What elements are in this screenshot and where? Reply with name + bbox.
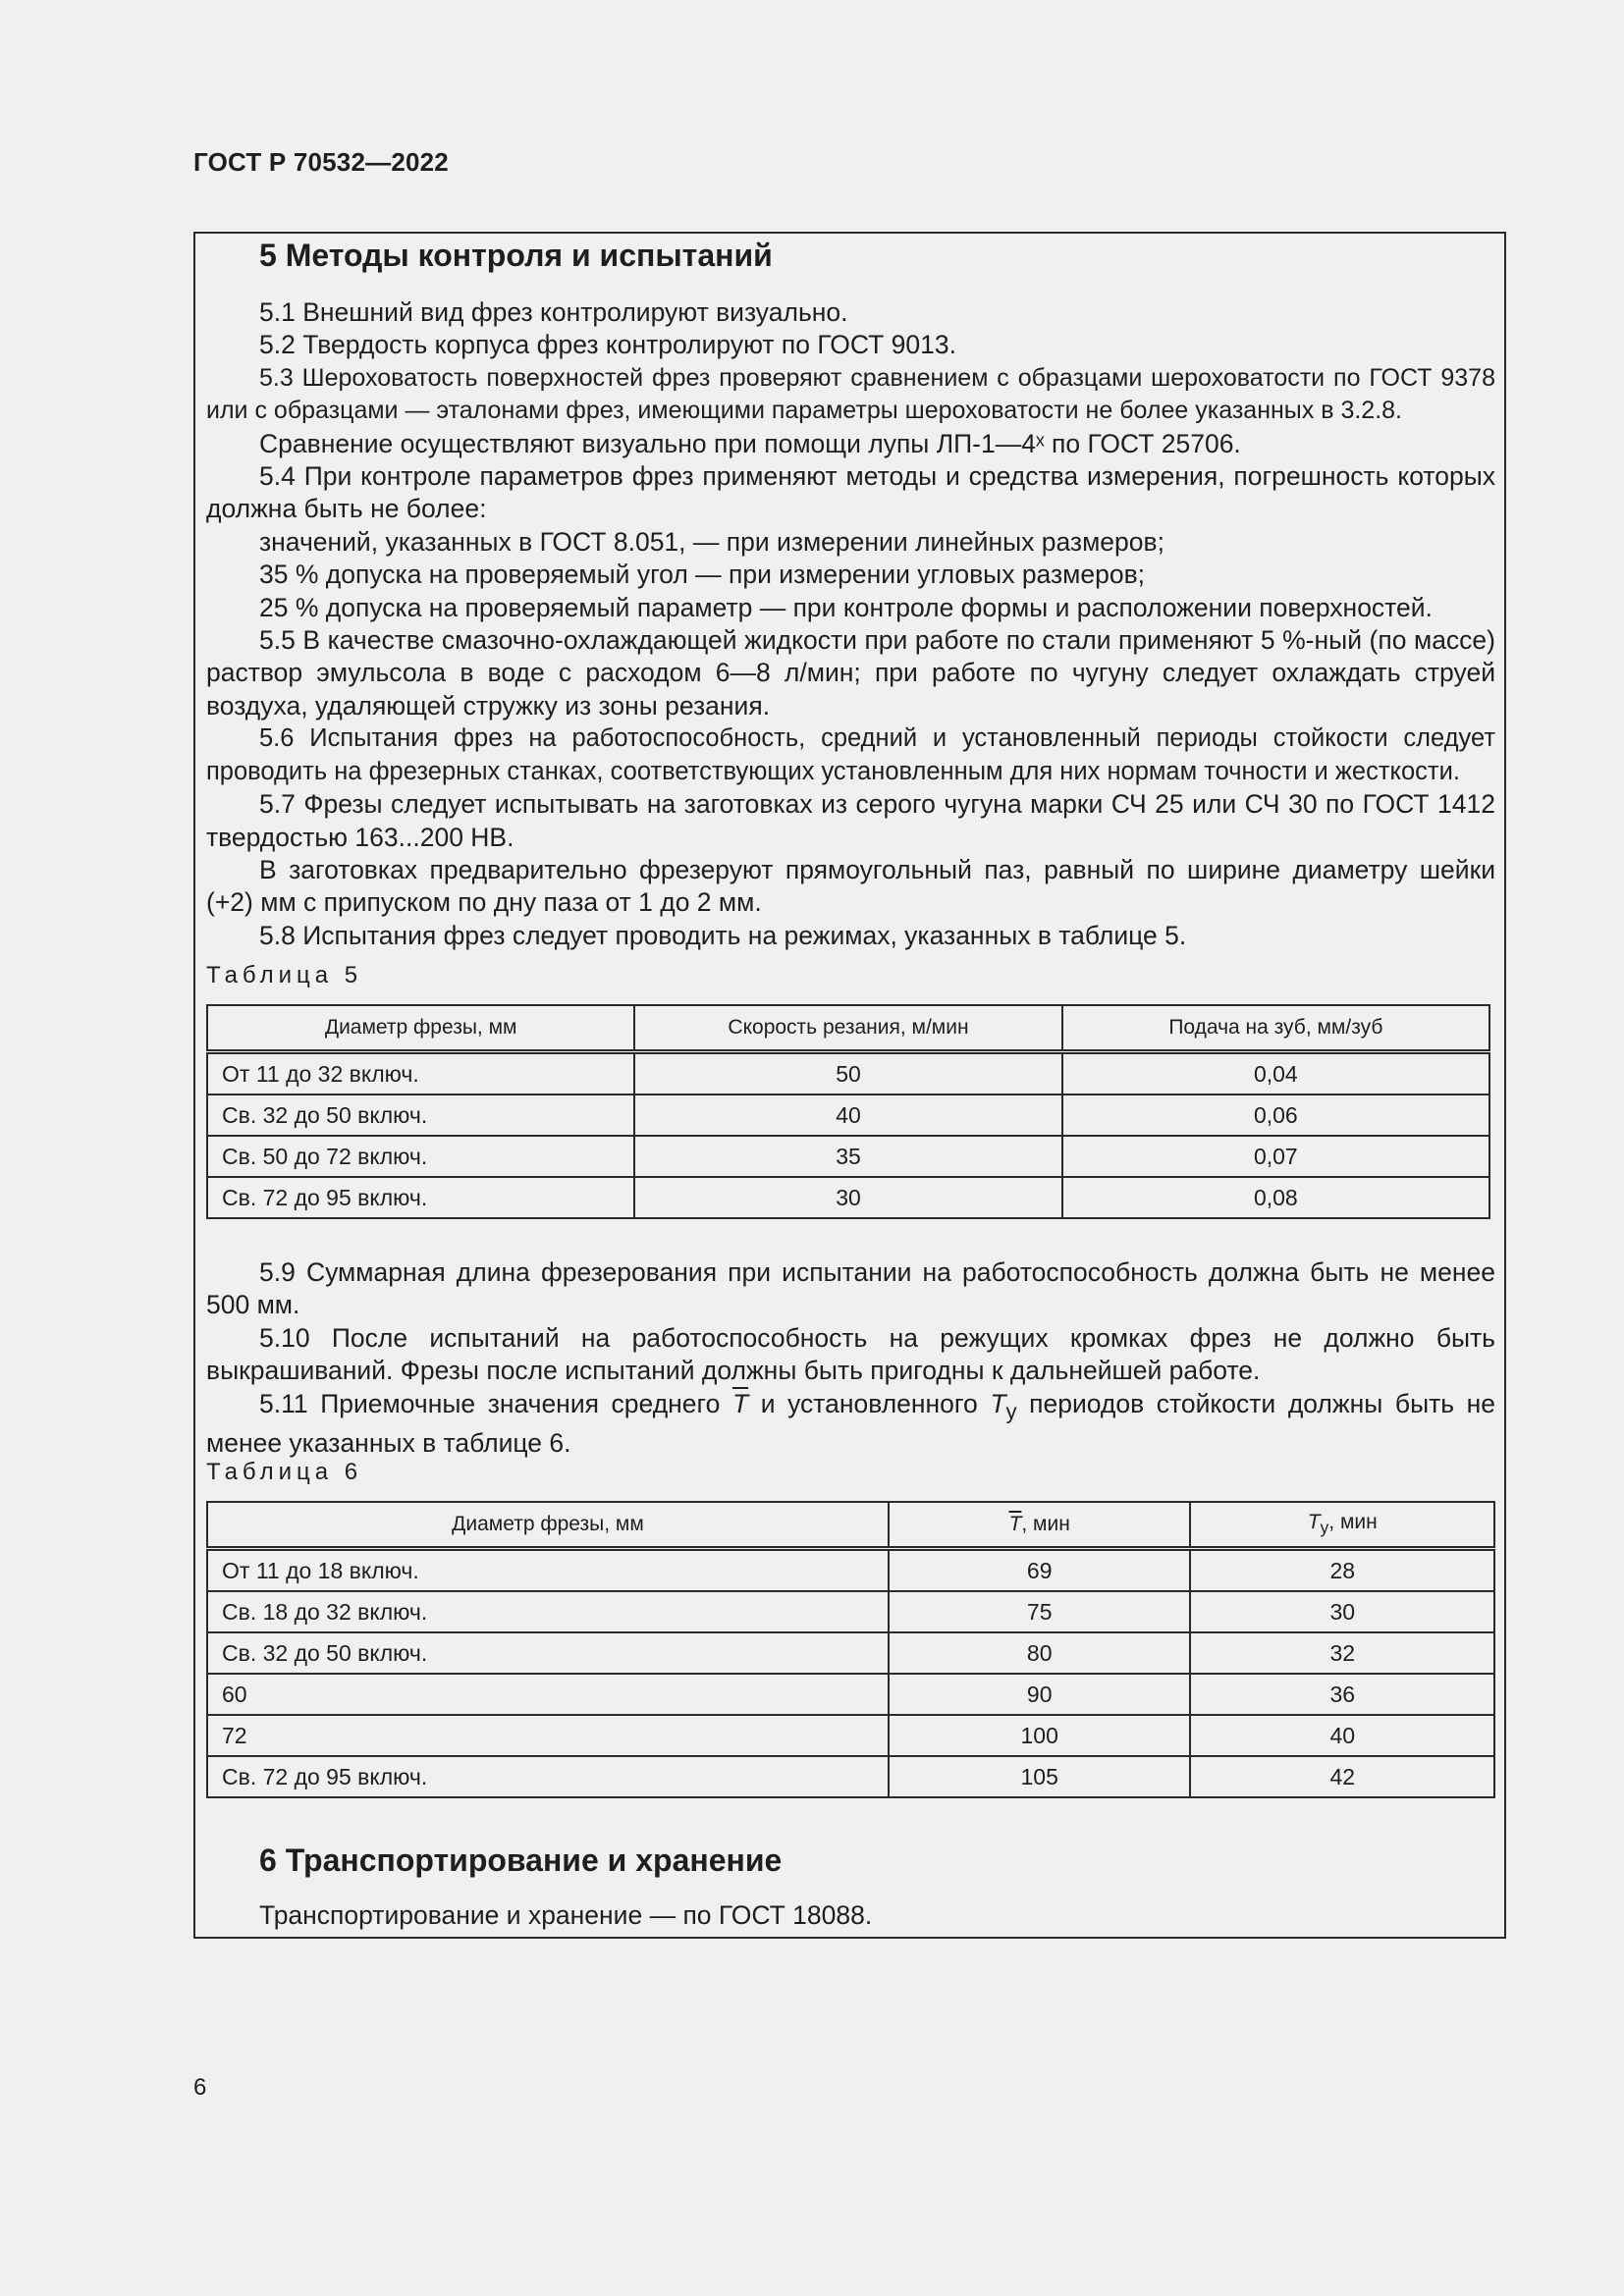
paragraph-5-4-form: 25 % допуска на проверяемый параметр — при контроле формы и расположении поверхностей. — [259, 592, 1433, 622]
table-5-caption: Таблица 5 — [206, 962, 363, 988]
cell-feed: 0,07 — [1062, 1136, 1489, 1177]
cell-speed: 30 — [634, 1177, 1061, 1218]
cell-diameter: Св. 50 до 72 включ. — [207, 1136, 634, 1177]
column-header-mean-life — [889, 1502, 1191, 1549]
cell-mean-life: 100 — [889, 1715, 1191, 1756]
cell-mean-life: 105 — [889, 1756, 1191, 1797]
cell-speed: 35 — [634, 1136, 1061, 1177]
cell-feed: 0,04 — [1062, 1052, 1489, 1095]
paragraph-5-4-angular: 35 % допуска на проверяемый угол — при измерении угловых размеров; — [259, 560, 1146, 590]
column-header-diameter: Диаметр фрезы, мм — [207, 1502, 889, 1549]
paragraph-5-1: 5.1 Внешний вид фрез контролируют визуально. — [259, 297, 848, 327]
section-5-title: 5 Методы контроля и испытаний — [259, 238, 773, 273]
cell-diameter: Св. 32 до 50 включ. — [207, 1095, 634, 1136]
cell-set-life: 28 — [1190, 1549, 1494, 1592]
column-header-unit: , мин — [1021, 1513, 1070, 1535]
document-code: ГОСТ Р 70532—2022 — [193, 147, 449, 177]
table-header-row — [207, 1005, 1489, 1052]
paragraph-5-3-comparison: Сравнение осуществляют визуально при помощи лупы ЛП-1—4ˣ по ГОСТ 25706. — [259, 428, 1241, 458]
paragraph-5-4: 5.4 При контроле параметров фрез применяют методы и средства измерения, погрешность которых должна быть не более: — [206, 461, 1495, 524]
table-row — [207, 1136, 1489, 1177]
set-life-symbol: T — [1307, 1510, 1321, 1533]
cell-mean-life: 90 — [889, 1674, 1191, 1715]
table-row — [207, 1177, 1489, 1218]
paragraph-5-11 — [206, 1388, 1495, 1461]
paragraph-5-8: 5.8 Испытания фрез следует проводить на режимах, указанных в таблице 5. — [259, 920, 1187, 950]
cell-set-life: 30 — [1190, 1591, 1494, 1632]
page-number: 6 — [193, 2074, 207, 2101]
section-5-paragraphs-continued — [206, 1256, 1495, 1461]
paragraph-5-6: 5.6 Испытания фрез на работоспособность, средний и установленный периоды стойкости следует проводить на фрезерных станках, соответствующих установленным для них нормам точности и жесткости. — [206, 724, 1495, 785]
cell-feed: 0,06 — [1062, 1095, 1489, 1136]
cell-set-life: 36 — [1190, 1674, 1494, 1715]
table-header-row — [207, 1502, 1494, 1549]
cell-mean-life: 69 — [889, 1549, 1191, 1592]
mean-life-symbol: $\overline{T}$ — [1008, 1513, 1022, 1535]
cell-set-life: 32 — [1190, 1632, 1494, 1674]
cell-speed: 40 — [634, 1095, 1061, 1136]
cell-diameter: Св. 72 до 95 включ. — [207, 1756, 889, 1797]
cell-diameter: Св. 32 до 50 включ. — [207, 1632, 889, 1674]
cell-diameter: От 11 до 18 включ. — [207, 1549, 889, 1592]
table-row — [207, 1756, 1494, 1797]
set-life-subscript: у — [1320, 1518, 1329, 1538]
paragraph-5-11-text-middle: и установленного — [748, 1388, 991, 1418]
set-life-symbol: T — [990, 1388, 1006, 1418]
paragraph-5-7: 5.7 Фрезы следует испытывать на заготовках из серого чугуна марки СЧ 25 или СЧ 30 по ГОСТ 1412 твердостью 163...200 HB. — [206, 789, 1495, 852]
table-row — [207, 1632, 1494, 1674]
column-header-cutting-speed: Скорость резания, м/мин — [634, 1005, 1061, 1052]
cell-feed: 0,08 — [1062, 1177, 1489, 1218]
column-header-feed: Подача на зуб, мм/зуб — [1062, 1005, 1489, 1052]
table-row — [207, 1549, 1494, 1592]
table-6 — [206, 1501, 1495, 1798]
paragraph-5-11-text-end: периодов стойкости должны быть не менее указанных в таблице 6. — [206, 1388, 1496, 1459]
section-6-text: Транспортирование и хранение — по ГОСТ 18088. — [259, 1900, 873, 1930]
cell-set-life: 40 — [1190, 1715, 1494, 1756]
paragraph-5-10: 5.10 После испытаний на работоспособность на режущих кромках фрез не должно быть выкрашиваний. Фрезы после испытаний должны быть пригодны к дальнейшей работе. — [206, 1322, 1495, 1386]
paragraph-5-2: 5.2 Твердость корпуса фрез контролируют по ГОСТ 9013. — [259, 330, 956, 360]
column-header-unit: , мин — [1328, 1510, 1378, 1533]
cell-diameter: Св. 18 до 32 включ. — [207, 1591, 889, 1632]
paragraph-5-4-linear: значений, указанных в ГОСТ 8.051, — при измерении линейных размеров; — [259, 526, 1164, 557]
section-5-paragraphs — [206, 296, 1495, 952]
cell-set-life: 42 — [1190, 1756, 1494, 1797]
paragraph-5-7-groove: В заготовках предварительно фрезеруют прямоугольный паз, равный по ширине диаметру шейки (+2) мм с припуском по дну паза от 1 до 2 мм. — [206, 854, 1495, 918]
table-row — [207, 1095, 1489, 1136]
cell-diameter: 60 — [207, 1674, 889, 1715]
table-row — [207, 1052, 1489, 1095]
paragraph-5-9: 5.9 Суммарная длина фрезерования при испытании на работоспособность должна быть не менее 500 мм. — [206, 1257, 1495, 1320]
section-6-title: 6 Транспортирование и хранение — [259, 1842, 783, 1878]
column-header-set-life — [1190, 1502, 1494, 1549]
cell-speed: 50 — [634, 1052, 1061, 1095]
table-5 — [206, 1004, 1490, 1219]
cell-diameter: От 11 до 32 включ. — [207, 1052, 634, 1095]
cell-diameter: Св. 72 до 95 включ. — [207, 1177, 634, 1218]
cell-mean-life: 75 — [889, 1591, 1191, 1632]
paragraph-5-5: 5.5 В качестве смазочно-охлаждающей жидкости при работе по стали применяют 5 %-ный (по массе) раствор эмульсола в воде с расходом 6—8 л/мин; при работе по чугуну следует охлаждать струей воздуха, удаляющей стружку из зоны резания. — [206, 625, 1495, 721]
table-row — [207, 1674, 1494, 1715]
cell-diameter: 72 — [207, 1715, 889, 1756]
column-header-diameter: Диаметр фрезы, мм — [207, 1005, 634, 1052]
mean-life-symbol: $\overline{T}$ — [731, 1388, 749, 1418]
table-row — [207, 1591, 1494, 1632]
paragraph-5-3: 5.3 Шероховатость поверхностей фрез проверяют сравнением с образцами шероховатости по ГОСТ 9378 или с образцами — эталонами фрез, имеющими параметры шероховатости не более указанных в 3.2.8. — [206, 363, 1495, 425]
set-life-subscript: у — [1005, 1398, 1017, 1423]
table-row — [207, 1715, 1494, 1756]
table-6-caption: Таблица 6 — [206, 1459, 363, 1485]
cell-mean-life: 80 — [889, 1632, 1191, 1674]
paragraph-5-11-text-start: 5.11 Приемочные значения среднего — [259, 1388, 732, 1418]
